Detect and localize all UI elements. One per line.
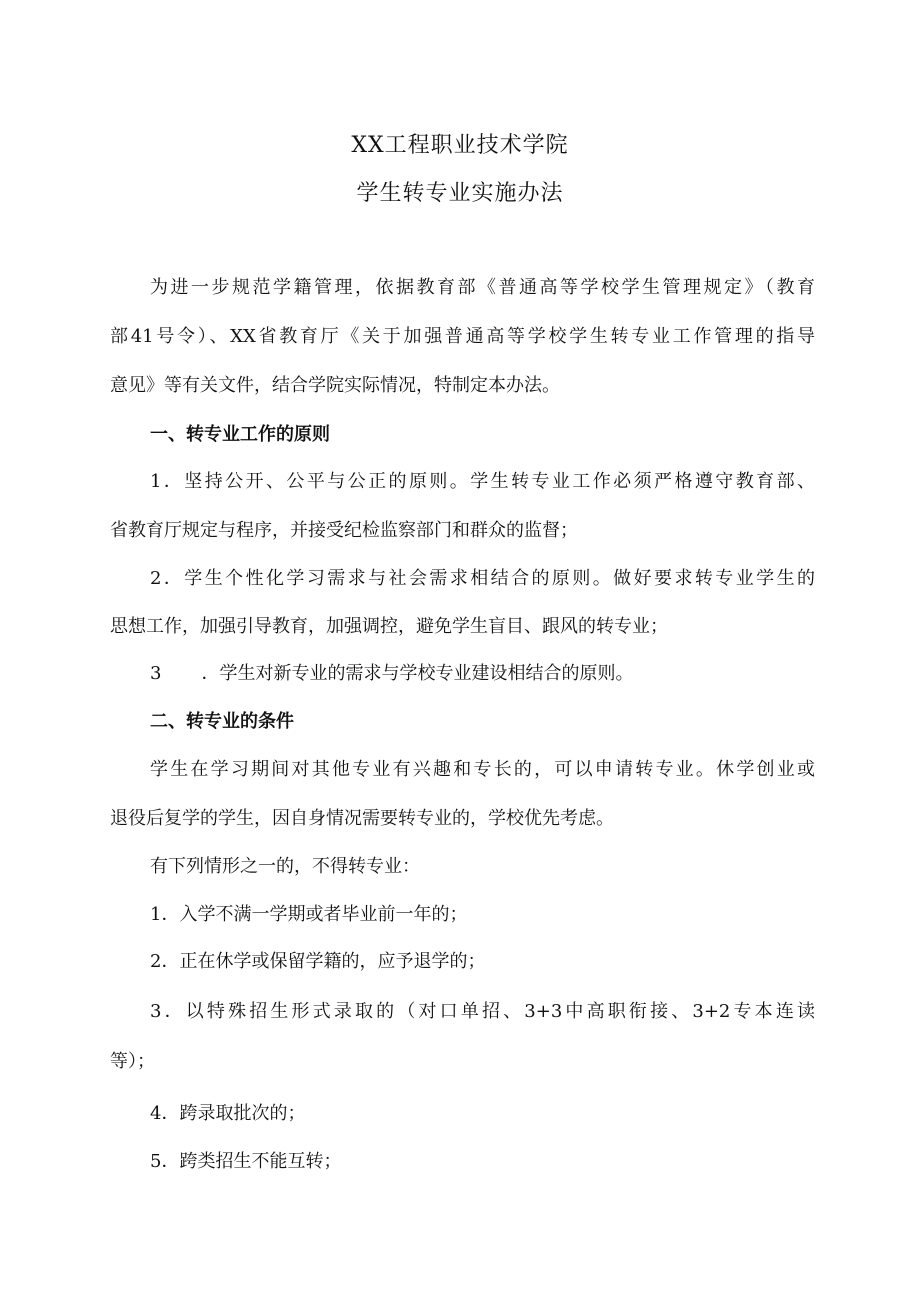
section-2-item-3-line-2: 等）； [110, 1051, 155, 1072]
section-1-item-1-line-2: 省教育厅规定与程序，并接受纪检监察部门和群众的监督； [110, 520, 578, 541]
section-2-item-5: 5．跨类招生不能互转； [150, 1151, 342, 1172]
intro-line-2: 部41号令）、XX省教育厅《关于加强普通高等学校学生转专业工作管理的指导 [110, 326, 815, 347]
section-2-paragraph-1-line-1: 学生在学习期间对其他专业有兴趣和专长的，可以申请转专业。休学创业或 [150, 759, 815, 780]
section-1-heading: 一、转专业工作的原则 [150, 424, 330, 445]
section-1-item-1-line-1: 1．坚持公开、公平与公正的原则。学生转专业工作必须严格遵守教育部、 [150, 471, 815, 492]
section-1-item-3-number: 3 [150, 663, 162, 684]
document-title-line1: XX工程职业技术学院 [351, 133, 569, 158]
section-1-item-3 [150, 659, 815, 685]
section-2-item-4: 4．跨录取批次的； [150, 1103, 306, 1124]
section-1-item-3-text: ．学生对新专业的需求与学校专业建设相结合的原则。 [201, 663, 634, 684]
section-1-item-2-line-2: 思想工作，加强引导教育，加强调控，避免学生盲目、跟风的转专业； [110, 616, 668, 637]
intro-line-1: 为进一步规范学籍管理，依据教育部《普通高等学校学生管理规定》（教育 [150, 277, 815, 298]
intro-line-3: 意见》等有关文件，结合学院实际情况，特制定本办法。 [110, 375, 560, 396]
section-2-item-2: 2．正在休学或保留学籍的，应予退学的； [150, 951, 486, 972]
section-2-item-1: 1．入学不满一学期或者毕业前一年的； [150, 904, 468, 925]
section-2-paragraph-2: 有下列情形之一的，不得转专业： [150, 856, 420, 877]
section-2-paragraph-1-line-2: 退役后复学的学生，因自身情况需要转专业的，学校优先考虑。 [110, 808, 614, 829]
section-1-item-2-line-1: 2．学生个性化学习需求与社会需求相结合的原则。做好要求转专业学生的 [150, 568, 815, 589]
document-title-line2: 学生转专业实施办法 [356, 181, 564, 206]
section-2-item-3-line-1: 3．以特殊招生形式录取的（对口单招、3+3中高职衔接、3+2专本连读 [150, 1001, 816, 1022]
section-2-heading: 二、转专业的条件 [150, 711, 294, 732]
